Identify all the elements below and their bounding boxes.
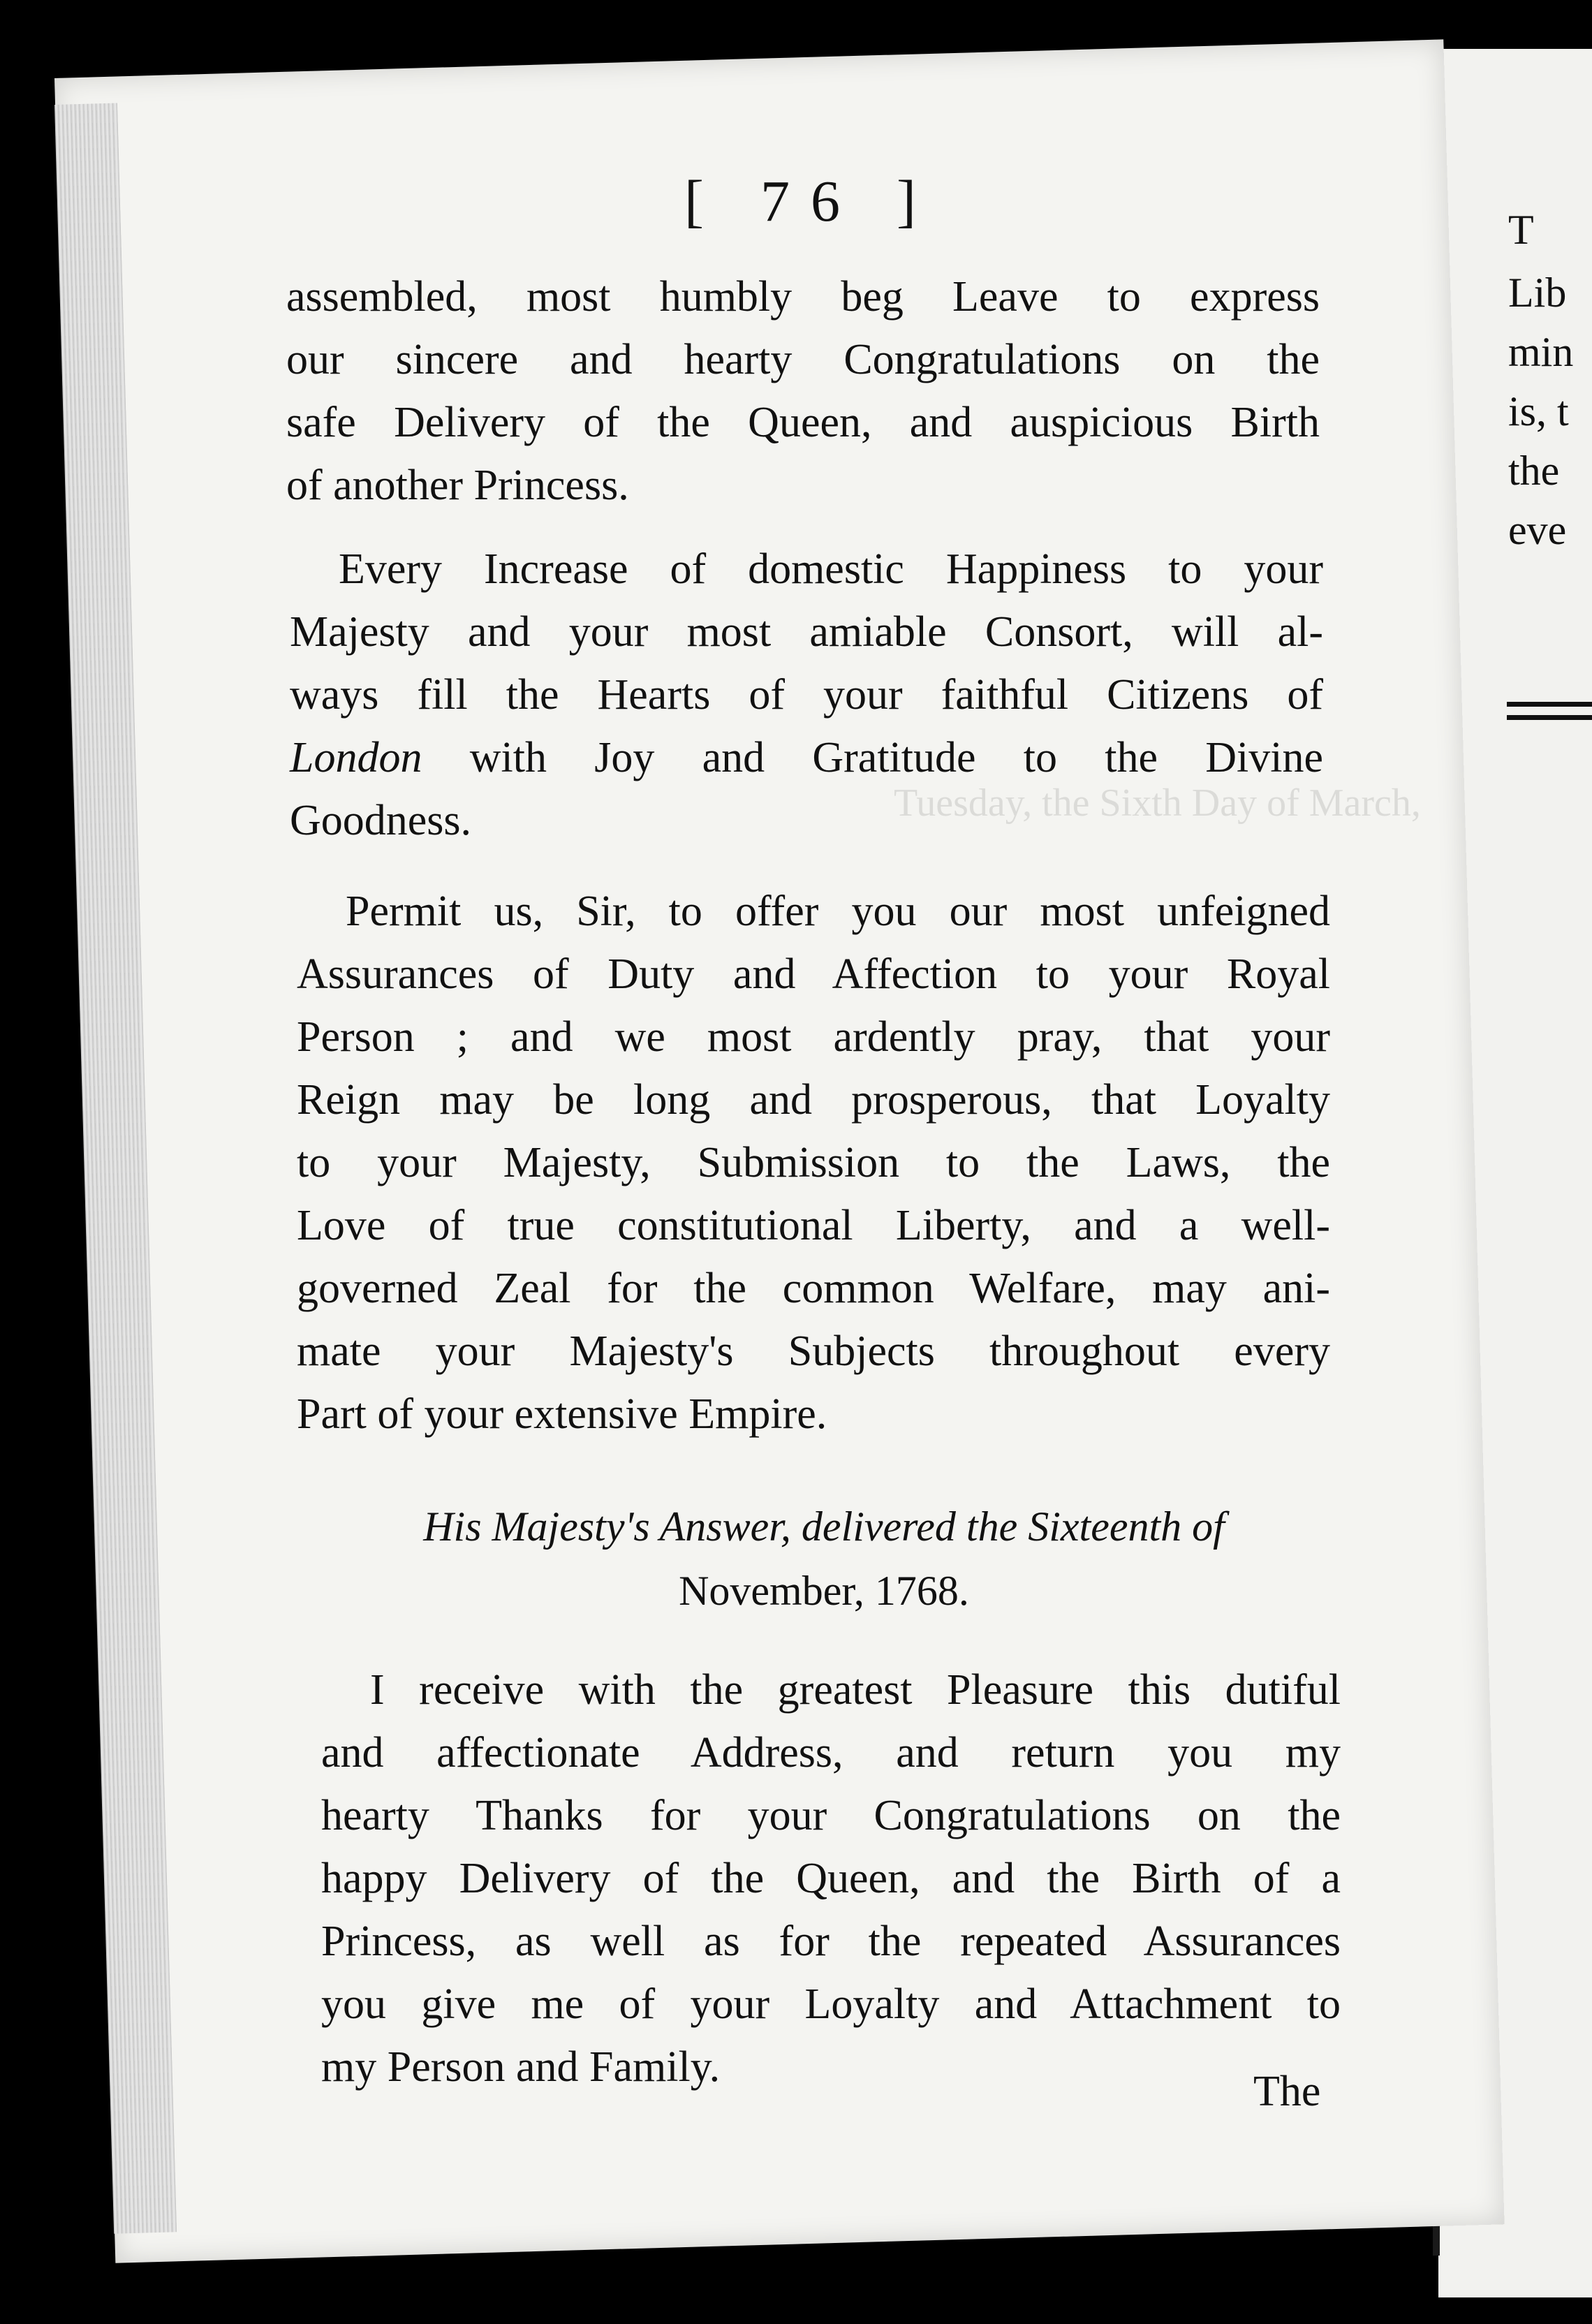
facing-page-fragment-4: is, t <box>1508 388 1569 434</box>
facing-page-fragment-5: the <box>1508 448 1560 494</box>
facing-page-fragment-1: T <box>1508 207 1534 253</box>
paragraph-line: Princess, as well as for the repeated Assurances <box>321 1918 1341 1965</box>
paragraph-line: Part of your extensive Empire. <box>297 1390 827 1438</box>
paragraph-line-rest: with Joy and Gratitude to the Divine <box>422 734 1323 781</box>
facing-page-fragment-2: Lib <box>1508 270 1567 316</box>
paragraph-3 <box>297 880 1330 1446</box>
paragraph-line: Assurances of Duty and Affection to your Royal <box>297 950 1330 998</box>
paragraph-4 <box>321 1659 1341 2098</box>
paragraph-line: Every Increase of domestic Happiness to your <box>339 545 1323 593</box>
paragraph-line: Love of true constitutional Liberty, and a well- <box>297 1202 1330 1249</box>
show-through-text: Tuesday, the Sixth Day of March, <box>894 781 1421 825</box>
catchword: The <box>1253 2068 1321 2115</box>
paragraph-line: Permit us, Sir, to offer you our most unfeigned <box>346 888 1330 935</box>
paragraph-line: Goodness. <box>290 797 472 844</box>
italic-place-name: London <box>290 734 422 781</box>
facing-page-fragment-6: eve <box>1508 507 1567 553</box>
paragraph-line: assembled, most humbly beg Leave to express <box>286 273 1320 321</box>
paragraph-line: of another Princess. <box>286 462 629 509</box>
paragraph-line: my Person and Family. <box>321 2043 721 2091</box>
paragraph-line: you give me of your Loyalty and Attachment to <box>321 1980 1341 2028</box>
paragraph-line: Majesty and your most amiable Consort, will al- <box>290 608 1323 656</box>
paragraph-line: our sincere and hearty Congratulations on the <box>286 336 1320 383</box>
facing-page-double-rule <box>1507 702 1592 720</box>
paragraph-line: Reign may be long and prosperous, that Loyalty <box>297 1076 1330 1124</box>
paragraph-line: ways fill the Hearts of your faithful Citizens of <box>290 671 1323 719</box>
paragraph-line: to your Majesty, Submission to the Laws, the <box>297 1139 1330 1186</box>
paragraph-line: safe Delivery of the Queen, and auspicious Birth <box>286 399 1320 446</box>
page-number: [ 76 ] <box>684 169 937 234</box>
paragraph-line: governed Zeal for the common Welfare, may ani- <box>297 1265 1330 1312</box>
answer-heading-line-2: November, 1768. <box>679 1568 969 1614</box>
answer-heading-line-1: His Majesty's Answer, delivered the Sixteenth of <box>423 1503 1225 1550</box>
paragraph-line: and affectionate Address, and return you my <box>321 1729 1341 1777</box>
paragraph-line: hearty Thanks for your Congratulations on the <box>321 1792 1341 1839</box>
paragraph-line: Person ; and we most ardently pray, that your <box>297 1013 1330 1061</box>
paragraph-line: mate your Majesty's Subjects throughout every <box>297 1328 1330 1375</box>
paragraph-line-with-italic <box>290 726 1323 789</box>
paragraph-line: happy Delivery of the Queen, and the Birth of a <box>321 1855 1341 1902</box>
answer-heading <box>318 1494 1330 1623</box>
paragraph-1 <box>286 265 1320 517</box>
paragraph-2 <box>290 538 1323 852</box>
paragraph-line: I receive with the greatest Pleasure this dutiful <box>370 1666 1341 1714</box>
facing-page-fragment-3: min <box>1508 329 1574 375</box>
